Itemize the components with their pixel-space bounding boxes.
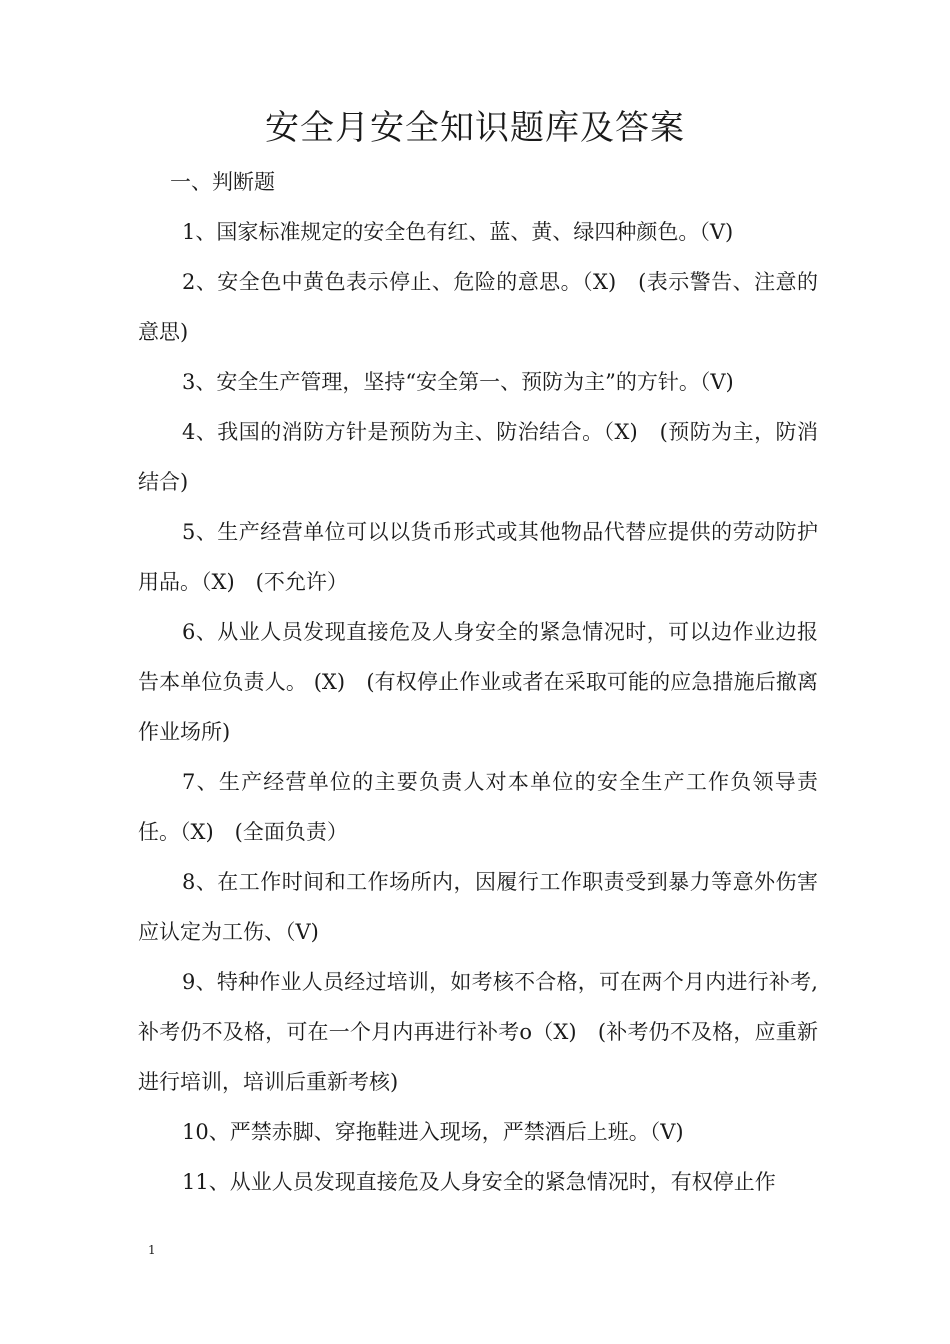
question-item: 4、我国的消防方针是预防为主、防治结合。（X) (预防为主，防消结合) <box>138 420 818 494</box>
question-item: 1、国家标准规定的安全色有红、蓝、黄、绿四种颜色。（V) <box>182 220 734 244</box>
question-item: 5、生产经营单位可以以货币形式或其他物品代替应提供的劳动防护用品。（X) (不允许） <box>138 520 818 594</box>
question-item: 8、在工作时间和工作场所内，因履行工作职责受到暴力等意外伤害应认定为工伤、（V) <box>138 870 818 944</box>
document-title: 安全月安全知识题库及答案 <box>265 108 685 148</box>
question-item: 10、严禁赤脚、穿拖鞋进入现场，严禁酒后上班。（V) <box>182 1120 684 1144</box>
question-item: 6、从业人员发现直接危及人身安全的紧急情况时，可以边作业边报告本单位负责人。 (X) (有权停止作业或者在采取可能的应急措施后撤离作业场所) <box>138 620 818 744</box>
question-item: 7、生产经营单位的主要负责人对本单位的安全生产工作负领导责任。（X) (全面负责） <box>138 770 818 844</box>
document-body <box>138 157 818 1207</box>
section-heading: 一、判断题 <box>170 170 275 194</box>
page-number: 1 <box>148 1243 156 1257</box>
question-item: 3、安全生产管理，坚持“安全第一、预防为主”的方针。（V) <box>182 370 734 394</box>
question-item: 9、特种作业人员经过培训，如考核不合格，可在两个月内进行补考,补考仍不及格，可在一个月内再进行补考o（X) (补考仍不及格，应重新进行培训，培训后重新考核) <box>138 970 818 1094</box>
question-item: 2、安全色中黄色表示停止、危险的意思。（X) (表示警告、注意的意思) <box>138 270 818 344</box>
question-item: 11、从业人员发现直接危及人身安全的紧急情况时，有权停止作 <box>182 1170 776 1194</box>
